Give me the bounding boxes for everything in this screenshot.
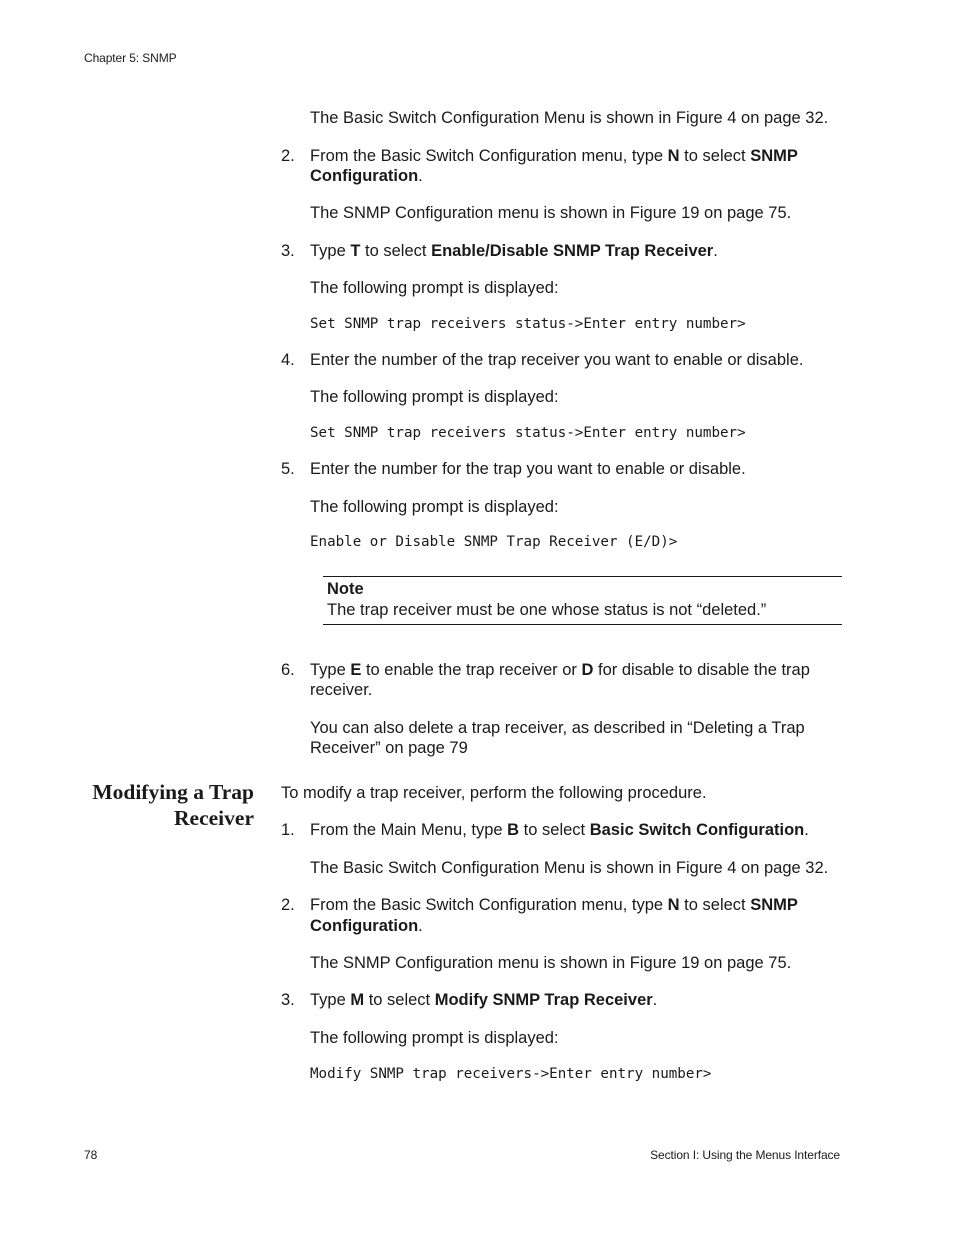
step-number: 4. — [281, 351, 295, 369]
code-prompt: Enable or Disable SNMP Trap Receiver (E/D)> — [310, 534, 678, 550]
note-box — [323, 576, 842, 625]
running-footer: Section I: Using the Menus Interface — [650, 1148, 840, 1162]
step-number: 3. — [281, 242, 295, 260]
code-prompt: Set SNMP trap receivers status->Enter entry number> — [310, 316, 746, 332]
step-number: 1. — [281, 821, 295, 839]
step-5-text: Enter the number for the trap you want to enable or disable. — [310, 460, 746, 478]
paragraph-snmp-shown: The SNMP Configuration menu is shown in Figure 19 on page 75. — [310, 954, 792, 972]
step-6-text-cont: receiver. — [310, 681, 373, 699]
section-intro: To modify a trap receiver, perform the following procedure. — [281, 784, 707, 802]
step-number: 2. — [281, 147, 295, 165]
code-prompt: Modify SNMP trap receivers->Enter entry number> — [310, 1066, 712, 1082]
note-title: Note — [327, 580, 364, 598]
step-2-text-cont: Configuration. — [310, 917, 423, 935]
paragraph-delete-cont: Receiver” on page 79 — [310, 739, 468, 757]
paragraph-snmp-shown: The SNMP Configuration menu is shown in Figure 19 on page 75. — [310, 204, 792, 222]
step-3-text: Type M to select Modify SNMP Trap Receiver. — [310, 991, 658, 1009]
step-number: 3. — [281, 991, 295, 1009]
page-number: 78 — [84, 1148, 98, 1162]
section-heading: Modifying a Trap Receiver — [92, 780, 254, 830]
prompt-label: The following prompt is displayed: — [310, 498, 559, 516]
running-header: Chapter 5: SNMP — [84, 51, 177, 65]
prompt-label: The following prompt is displayed: — [310, 1029, 559, 1047]
code-prompt: Set SNMP trap receivers status->Enter entry number> — [310, 425, 746, 441]
paragraph-menu-shown: The Basic Switch Configuration Menu is shown in Figure 4 on page 32. — [310, 859, 829, 877]
step-2-text: From the Basic Switch Configuration menu, type N to select SNMP — [310, 896, 798, 914]
step-number: 6. — [281, 661, 295, 679]
note-body: The trap receiver must be one whose status is not “deleted.” — [327, 601, 767, 619]
step-number: 5. — [281, 460, 295, 478]
prompt-label: The following prompt is displayed: — [310, 279, 559, 297]
step-1-text: From the Main Menu, type B to select Basic Switch Configuration. — [310, 821, 809, 839]
step-3-text: Type T to select Enable/Disable SNMP Trap Receiver. — [310, 242, 718, 260]
paragraph-delete: You can also delete a trap receiver, as described in “Deleting a Trap — [310, 719, 805, 737]
step-2-text-cont: Configuration. — [310, 167, 423, 185]
step-4-text: Enter the number of the trap receiver you want to enable or disable. — [310, 351, 804, 369]
step-2-text: From the Basic Switch Configuration menu, type N to select SNMP — [310, 147, 798, 165]
step-number: 2. — [281, 896, 295, 914]
paragraph-menu-shown: The Basic Switch Configuration Menu is shown in Figure 4 on page 32. — [310, 109, 829, 127]
step-6-text: Type E to enable the trap receiver or D for disable to disable the trap — [310, 661, 810, 679]
prompt-label: The following prompt is displayed: — [310, 388, 559, 406]
